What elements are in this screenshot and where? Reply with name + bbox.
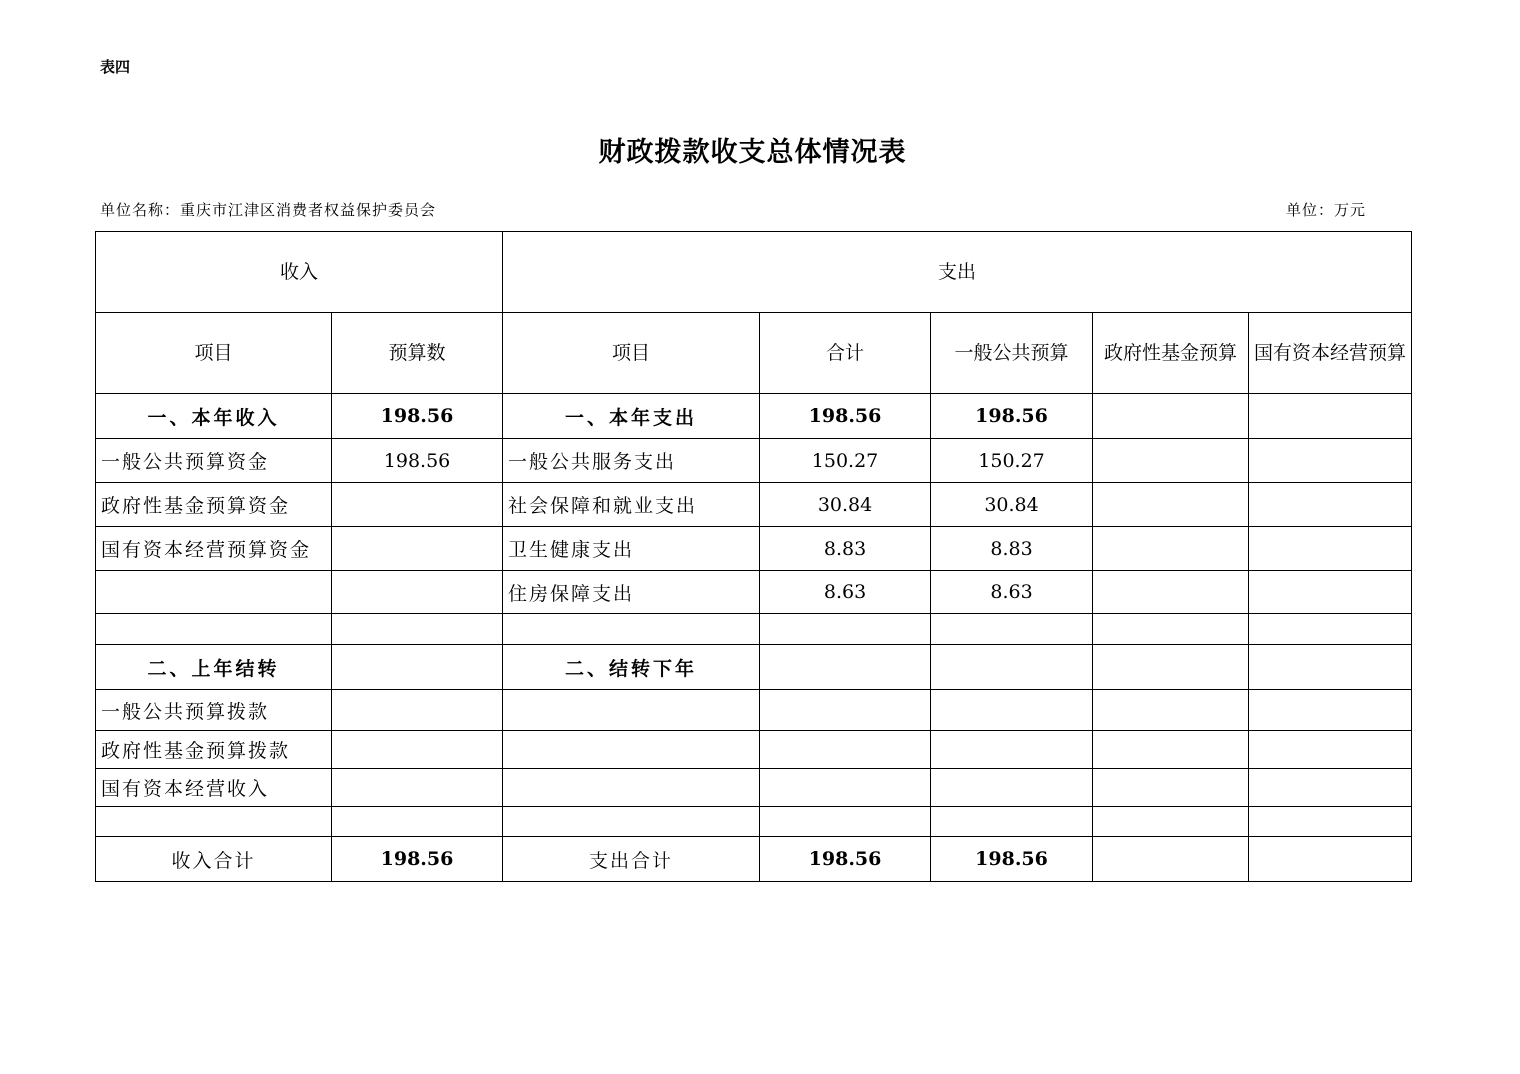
soe-capital-total (1249, 837, 1412, 882)
soe-capital-cell (1249, 690, 1412, 731)
header-row-columns (96, 313, 1412, 394)
expense-item-cell: 一般公共服务支出 (503, 439, 760, 483)
income-section-header: 收入 (96, 232, 503, 313)
gov-fund-cell (1093, 527, 1249, 571)
gov-fund-cell (1093, 394, 1249, 439)
table-row (96, 614, 1412, 645)
income-item-cell: 政府性基金预算资金 (96, 483, 332, 527)
income-item-cell (96, 807, 332, 837)
total-cell (760, 807, 931, 837)
gov-fund-cell (1093, 483, 1249, 527)
gov-fund-cell (1093, 439, 1249, 483)
gov-fund-total (1093, 837, 1249, 882)
soe-capital-cell (1249, 483, 1412, 527)
table-row (96, 690, 1412, 731)
general-budget-cell: 150.27 (931, 439, 1093, 483)
soe-capital-cell (1249, 807, 1412, 837)
expense-item-cell: 卫生健康支出 (503, 527, 760, 571)
general-budget-cell (931, 614, 1093, 645)
income-item-cell: 国有资本经营收入 (96, 769, 332, 807)
total-cell (760, 645, 931, 690)
income-amount-cell (332, 690, 503, 731)
income-amount-cell (332, 483, 503, 527)
soe-capital-cell (1249, 731, 1412, 769)
general-budget-cell (931, 769, 1093, 807)
gov-fund-cell (1093, 807, 1249, 837)
soe-capital-cell (1249, 439, 1412, 483)
income-total-amount: 198.56 (332, 837, 503, 882)
gov-fund-cell (1093, 614, 1249, 645)
total-cell (760, 769, 931, 807)
header-row-sections (96, 232, 1412, 313)
general-budget-cell (931, 807, 1093, 837)
expense-item-cell (503, 614, 760, 645)
expense-total-amount: 198.56 (760, 837, 931, 882)
gov-fund-cell (1093, 645, 1249, 690)
table-row (96, 645, 1412, 690)
income-amount-cell (332, 769, 503, 807)
total-cell: 150.27 (760, 439, 931, 483)
income-total-label: 收入合计 (96, 837, 332, 882)
gov-fund-cell (1093, 731, 1249, 769)
expense-item-cell (503, 769, 760, 807)
soe-capital-cell (1249, 769, 1412, 807)
general-budget-cell (931, 645, 1093, 690)
soe-capital-cell (1249, 394, 1412, 439)
income-item-cell (96, 614, 332, 645)
gov-fund-cell (1093, 769, 1249, 807)
income-item-cell: 国有资本经营预算资金 (96, 527, 332, 571)
total-cell: 30.84 (760, 483, 931, 527)
expense-item-cell: 二、结转下年 (503, 645, 760, 690)
income-amount-cell (332, 571, 503, 614)
expense-section-header: 支出 (503, 232, 1412, 313)
table-row (96, 439, 1412, 483)
income-amount-cell (332, 645, 503, 690)
expense-item-cell: 社会保障和就业支出 (503, 483, 760, 527)
table-row (96, 527, 1412, 571)
income-item-cell: 政府性基金预算拨款 (96, 731, 332, 769)
expense-item-cell: 住房保障支出 (503, 571, 760, 614)
table-number: 表四 (100, 58, 131, 76)
general-budget-header: 一般公共预算 (931, 313, 1093, 394)
total-cell (760, 731, 931, 769)
soe-capital-cell (1249, 645, 1412, 690)
income-item-cell: 一般公共预算拨款 (96, 690, 332, 731)
income-item-header: 项目 (96, 313, 332, 394)
budget-amount-header: 预算数 (332, 313, 503, 394)
table-row (96, 769, 1412, 807)
table-row (96, 571, 1412, 614)
expense-item-cell (503, 731, 760, 769)
gov-fund-cell (1093, 571, 1249, 614)
total-cell: 8.83 (760, 527, 931, 571)
gov-fund-budget-header: 政府性基金预算 (1093, 313, 1249, 394)
soe-capital-cell (1249, 527, 1412, 571)
table-row (96, 483, 1412, 527)
gov-fund-cell (1093, 690, 1249, 731)
income-amount-cell (332, 807, 503, 837)
general-budget-total: 198.56 (931, 837, 1093, 882)
expense-item-cell (503, 690, 760, 731)
expense-item-cell: 一、本年支出 (503, 394, 760, 439)
expense-total-label: 支出合计 (503, 837, 760, 882)
income-item-cell: 一般公共预算资金 (96, 439, 332, 483)
total-cell (760, 690, 931, 731)
income-amount-cell (332, 614, 503, 645)
expense-item-header: 项目 (503, 313, 760, 394)
income-amount-cell (332, 527, 503, 571)
currency-unit-label: 单位：万元 (1286, 201, 1367, 219)
total-cell: 8.63 (760, 571, 931, 614)
soe-capital-budget-header: 国有资本经营预算 (1249, 313, 1412, 394)
general-budget-cell (931, 731, 1093, 769)
general-budget-cell (931, 690, 1093, 731)
document-title: 财政拨款收支总体情况表 (598, 137, 907, 168)
general-budget-cell: 30.84 (931, 483, 1093, 527)
total-header: 合计 (760, 313, 931, 394)
expense-item-cell (503, 807, 760, 837)
income-item-cell (96, 571, 332, 614)
income-amount-cell (332, 731, 503, 769)
fiscal-appropriation-table (95, 231, 1412, 882)
total-cell (760, 614, 931, 645)
income-amount-cell: 198.56 (332, 394, 503, 439)
total-cell: 198.56 (760, 394, 931, 439)
general-budget-cell: 8.83 (931, 527, 1093, 571)
general-budget-cell: 8.63 (931, 571, 1093, 614)
table-row (96, 807, 1412, 837)
table-row (96, 731, 1412, 769)
unit-name-label: 单位名称：重庆市江津区消费者权益保护委员会 (100, 201, 437, 219)
soe-capital-cell (1249, 571, 1412, 614)
totals-row (96, 837, 1412, 882)
income-item-cell: 二、上年结转 (96, 645, 332, 690)
table-row (96, 394, 1412, 439)
general-budget-cell: 198.56 (931, 394, 1093, 439)
soe-capital-cell (1249, 614, 1412, 645)
income-item-cell: 一、本年收入 (96, 394, 332, 439)
income-amount-cell: 198.56 (332, 439, 503, 483)
